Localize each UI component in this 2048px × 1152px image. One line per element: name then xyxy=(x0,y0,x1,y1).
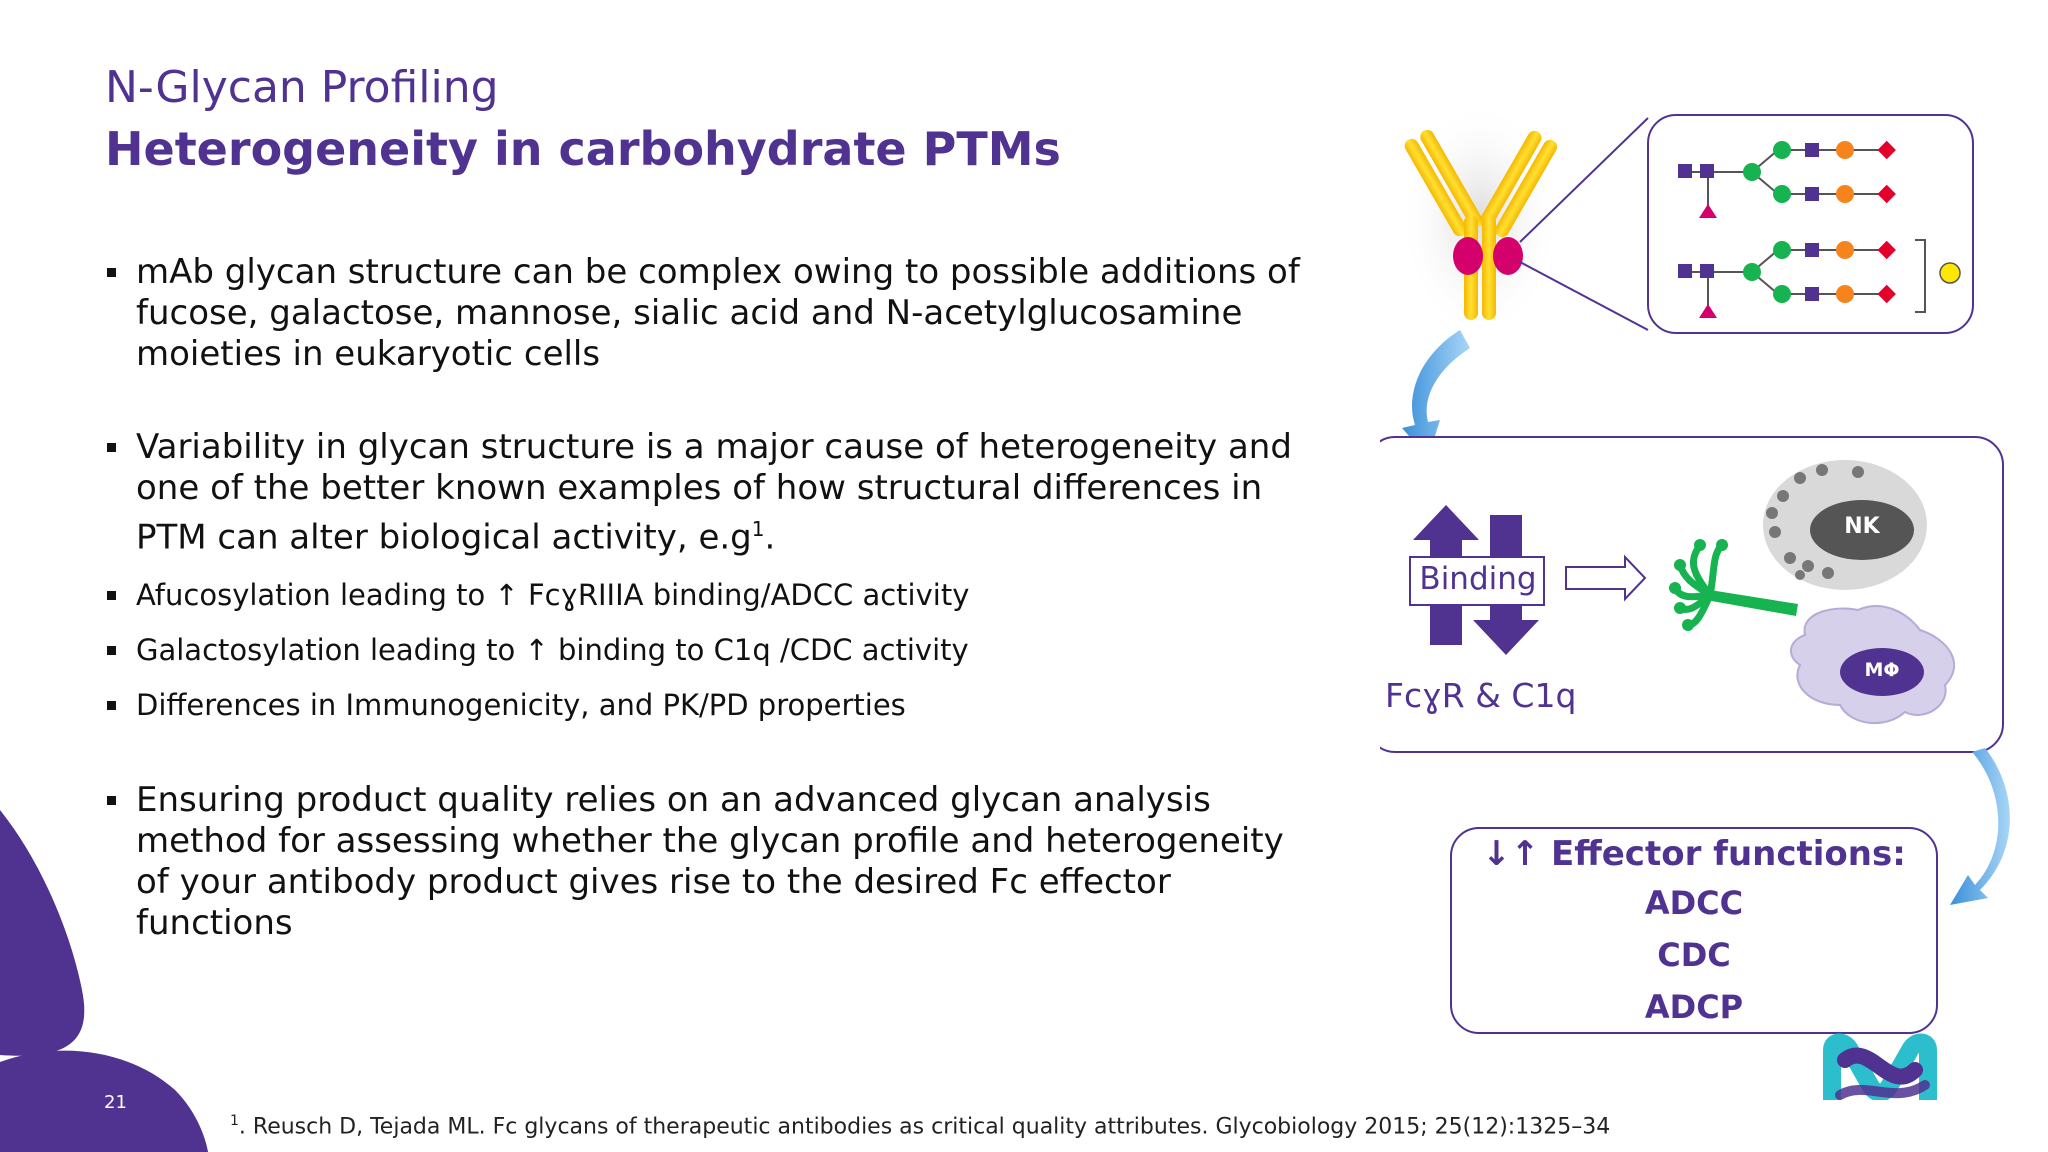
antibody-icon xyxy=(1400,100,1648,340)
bullet-text: mAb glycan structure can be complex owing to possible additions of fucose, galactose, mannose, sialic acid and N-acetylglucosamine moieties in eukaryotic cells xyxy=(136,252,1300,374)
footnote-text: . Reusch D, Tejada ML. Fc glycans of therapeutic antibodies as critical quality attributes. Glycobiology 2015; 25(12):1325–34 xyxy=(238,1114,1611,1140)
effector-item-cdc: CDC xyxy=(1657,936,1731,974)
binding-label: Binding xyxy=(1419,561,1537,597)
bullet-text: Afucosylation leading to ↑ FcɣRIIIA binding/ADCC activity xyxy=(136,578,970,613)
bullet-text: Ensuring product quality relies on an advanced glycan analysis method for assessing whether the glycan profile and heterogeneity of your antibody product gives rise to the desired Fc effector functions xyxy=(136,780,1284,944)
effector-item-adcp: ADCP xyxy=(1644,988,1744,1026)
page-subtitle: Heterogeneity in carbohydrate PTMs xyxy=(105,122,1061,176)
bullet-text: Galactosylation leading to ↑ binding to C1q /CDC activity xyxy=(136,633,969,668)
company-logo xyxy=(1832,1043,1928,1101)
bullet-item-variability xyxy=(105,427,1305,558)
bullet-item-galactosylation xyxy=(105,632,1305,668)
macrophage-label: MΦ xyxy=(1864,659,1900,681)
page-number: 21 xyxy=(104,1092,127,1113)
footnote-marker: 1 xyxy=(230,1113,239,1129)
purple-wave-shape xyxy=(0,810,84,1056)
bullet-text-end: . xyxy=(764,517,776,558)
curved-arrow-down-right-icon xyxy=(1950,748,2010,905)
glycan-structure-panel xyxy=(1648,115,1973,333)
footnote xyxy=(230,1113,1610,1139)
bullet-item-afucosylation xyxy=(105,577,1305,613)
effector-item-adcc: ADCC xyxy=(1644,884,1744,922)
citation-superscript: 1 xyxy=(751,517,765,541)
bullet-list xyxy=(105,252,1305,944)
bullet-item-immunogenicity xyxy=(105,687,1305,723)
bullet-text: Variability in glycan structure is a major cause of heterogeneity and one of the better known examples of how structural differences in PTM can alter biological activity, e.g xyxy=(136,427,1292,558)
nk-cell-label: NK xyxy=(1844,514,1880,539)
effector-functions-title: ↓↑ Effector functions: xyxy=(1482,834,1906,874)
receptor-label: FcɣR & C1q xyxy=(1385,676,1577,715)
bullet-item-product-quality xyxy=(105,780,1305,944)
bullet-text: Differences in Immunogenicity, and PK/PD properties xyxy=(136,688,906,723)
page-title: N-Glycan Profiling xyxy=(105,62,499,113)
bullet-item-glycan-structure xyxy=(105,252,1305,375)
